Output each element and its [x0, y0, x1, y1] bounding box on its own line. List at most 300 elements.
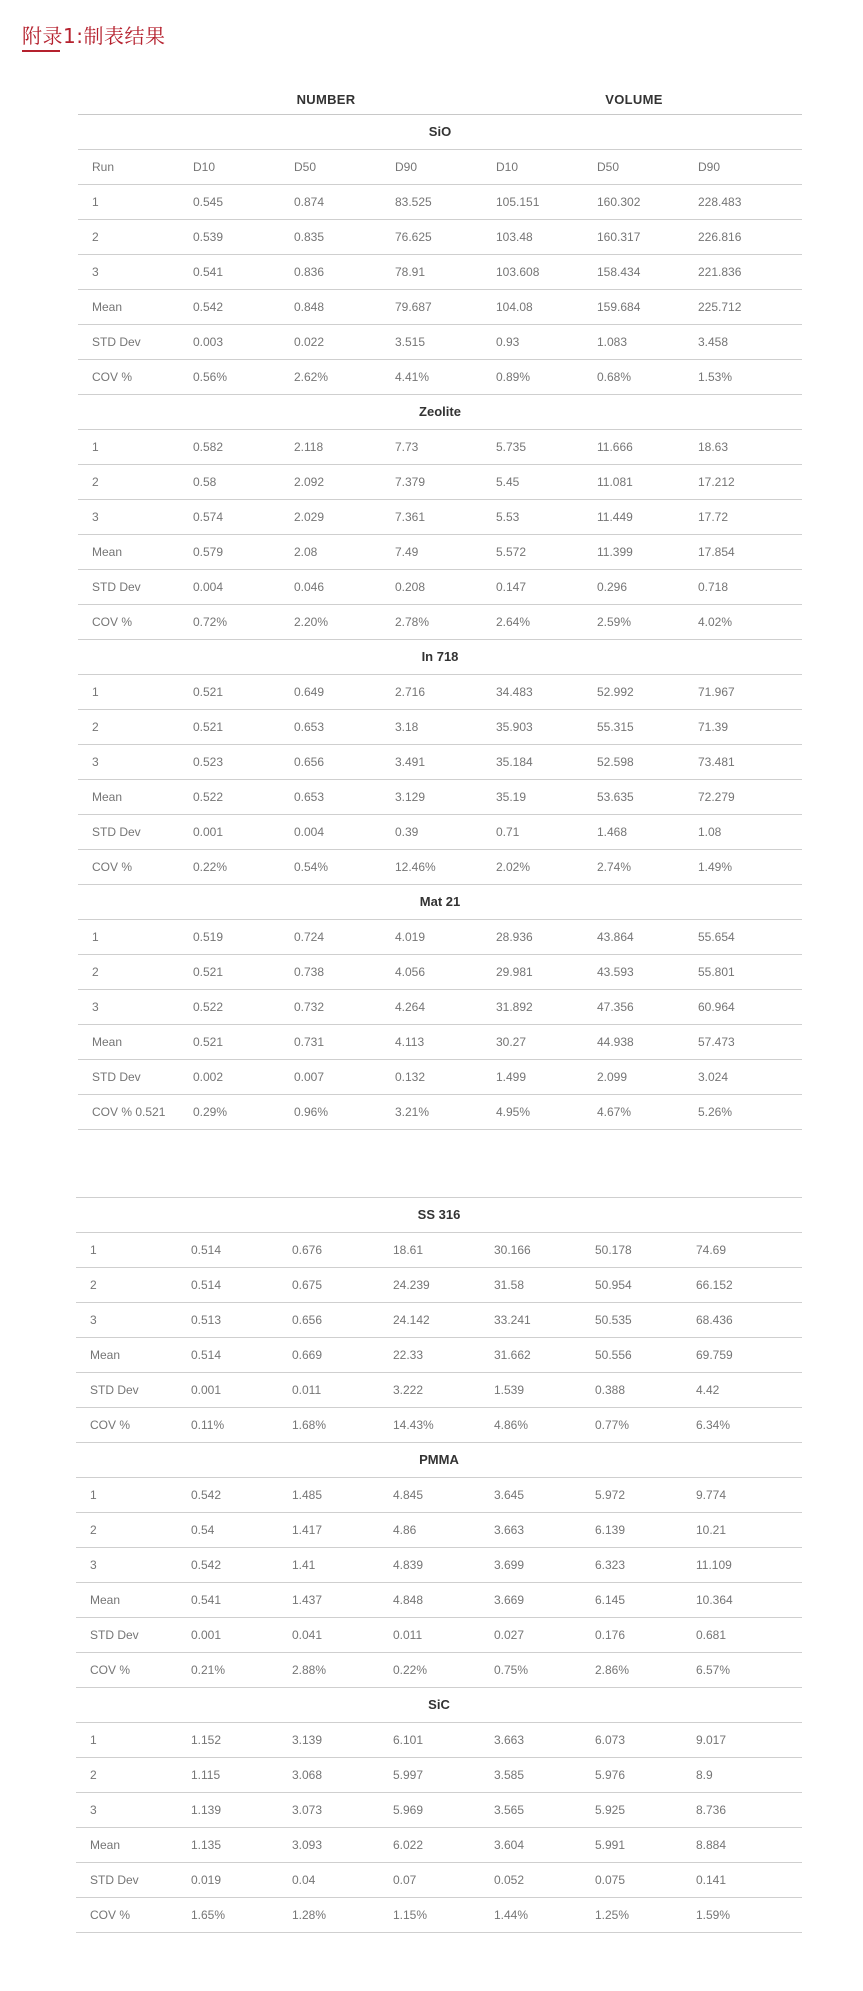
row-label: STD Dev [92, 825, 141, 839]
table-cell: 6.022 [393, 1838, 424, 1852]
table-divider [76, 1166, 802, 1198]
section-title: SiC [428, 1697, 450, 1712]
table-cell: 5.972 [595, 1488, 626, 1502]
row-label: COV % [90, 1908, 131, 1922]
table-row [76, 1233, 802, 1268]
column-header: Run [92, 160, 115, 174]
section-title: Mat 21 [419, 894, 461, 909]
row-label: STD Dev [90, 1873, 139, 1887]
table-cell: 2.092 [294, 475, 325, 489]
table-row [76, 1513, 802, 1548]
table-row [78, 710, 802, 745]
table-row [76, 1303, 802, 1338]
table-cell: 0.542 [191, 1558, 222, 1572]
table-cell: 0.003 [193, 335, 224, 349]
table-cell: 1.468 [597, 825, 628, 839]
results-table-1 [78, 86, 802, 1130]
row-label: 1 [90, 1488, 97, 1502]
table-cell: 1.437 [292, 1593, 323, 1607]
row-label: Mean [92, 300, 123, 314]
group-header-volume: VOLUME [605, 92, 663, 107]
table-cell: 0.522 [193, 790, 224, 804]
table-cell: 30.166 [494, 1243, 531, 1257]
table-cell: 2.62% [294, 370, 329, 384]
table-cell: 221.836 [698, 265, 742, 279]
table-row [78, 360, 802, 395]
table-row [76, 1338, 802, 1373]
table-cell: 0.541 [191, 1593, 222, 1607]
table-cell: 0.669 [292, 1348, 323, 1362]
table-row [76, 1268, 802, 1303]
table-row [78, 430, 802, 465]
table-cell: 5.572 [496, 545, 527, 559]
table-cell: 35.19 [496, 790, 527, 804]
table-cell: 0.539 [193, 230, 224, 244]
table-cell: 0.11% [191, 1418, 225, 1432]
table-cell: 4.113 [395, 1035, 425, 1049]
results-table-2 [76, 1166, 802, 1933]
row-label: STD Dev [92, 335, 141, 349]
table-cell: 6.34% [696, 1418, 731, 1432]
table-cell: 5.735 [496, 440, 527, 454]
table-cell: 0.68% [597, 370, 632, 384]
table-cell: 0.54 [191, 1523, 215, 1537]
table-cell: 0.582 [193, 440, 224, 454]
table-cell: 22.33 [393, 1348, 424, 1362]
table-cell: 0.653 [294, 720, 325, 734]
table-cell: 0.874 [294, 195, 325, 209]
row-label: COV % [90, 1418, 131, 1432]
table-row [78, 570, 802, 605]
table-cell: 11.666 [597, 440, 633, 454]
row-label: Mean [90, 1348, 121, 1362]
table-row [78, 500, 802, 535]
row-label: COV % [90, 1663, 131, 1677]
table-row [78, 780, 802, 815]
row-label: 2 [92, 720, 99, 734]
table-cell: 31.58 [494, 1278, 525, 1292]
table-cell: 104.08 [496, 300, 533, 314]
table-cell: 0.21% [191, 1663, 226, 1677]
table-cell: 2.74% [597, 860, 632, 874]
table-cell: 2.86% [595, 1663, 630, 1677]
table-cell: 0.96% [294, 1105, 329, 1119]
table-cell: 0.513 [191, 1313, 222, 1327]
table-cell: 79.687 [395, 300, 432, 314]
table-cell: 60.964 [698, 1000, 735, 1014]
table-cell: 1.135 [191, 1838, 222, 1852]
table-cell: 24.142 [393, 1313, 430, 1327]
table-cell: 3.222 [393, 1383, 424, 1397]
row-label: Mean [90, 1838, 121, 1852]
table-cell: 6.323 [595, 1558, 626, 1572]
table-cell: 0.022 [294, 335, 325, 349]
table-cell: 0.001 [191, 1383, 222, 1397]
table-cell: 0.93 [496, 335, 520, 349]
column-header: D90 [698, 160, 721, 174]
table-cell: 0.296 [597, 580, 628, 594]
table-cell: 1.152 [191, 1733, 222, 1747]
group-header-number: NUMBER [296, 92, 356, 107]
table-cell: 0.388 [595, 1383, 626, 1397]
table-cell: 0.738 [294, 965, 325, 979]
table-cell: 9.017 [696, 1733, 727, 1747]
row-label: COV % [92, 615, 133, 629]
table-cell: 0.141 [696, 1873, 727, 1887]
table-cell: 3.491 [395, 755, 426, 769]
table-row [76, 1758, 802, 1793]
table-cell: 4.845 [393, 1488, 424, 1502]
table-cell: 0.579 [193, 545, 224, 559]
row-label: 3 [90, 1558, 97, 1572]
section-header-row [78, 115, 802, 150]
table-row [76, 1898, 802, 1933]
table-cell: 3.139 [292, 1733, 323, 1747]
table-cell: 71.39 [698, 720, 729, 734]
table-cell: 11.109 [696, 1558, 732, 1572]
table-row [78, 325, 802, 360]
table-cell: 0.54% [294, 860, 329, 874]
table-cell: 0.522 [193, 1000, 224, 1014]
row-label: 2 [92, 230, 99, 244]
table-cell: 5.925 [595, 1803, 626, 1817]
table-cell: 0.521 [193, 965, 224, 979]
table-cell: 0.04 [292, 1873, 316, 1887]
section-header-row [78, 885, 802, 920]
table-cell: 47.356 [597, 1000, 634, 1014]
table-cell: 0.521 [193, 720, 224, 734]
table-cell: 30.27 [496, 1035, 527, 1049]
table-cell: 3.073 [292, 1803, 323, 1817]
section-header-row [76, 1443, 802, 1478]
table-cell: 1.417 [292, 1523, 323, 1537]
table-cell: 2.099 [597, 1070, 628, 1084]
section-header-row [78, 395, 802, 430]
table-cell: 0.002 [193, 1070, 224, 1084]
table-cell: 0.77% [595, 1418, 630, 1432]
table-cell: 71.967 [698, 685, 735, 699]
table-cell: 0.89% [496, 370, 531, 384]
table-cell: 4.67% [597, 1105, 632, 1119]
table-cell: 0.176 [595, 1628, 626, 1642]
section-title: In 718 [421, 649, 459, 664]
table-cell: 5.45 [496, 475, 520, 489]
table-cell: 0.848 [294, 300, 325, 314]
row-label: 3 [92, 510, 99, 524]
table-cell: 3.585 [494, 1768, 525, 1782]
table-cell: 4.019 [395, 930, 426, 944]
table-cell: 0.541 [193, 265, 224, 279]
column-header: D10 [193, 160, 216, 174]
table-cell: 43.593 [597, 965, 634, 979]
table-row [78, 255, 802, 290]
table-cell: 2.716 [395, 685, 426, 699]
table-cell: 0.56% [193, 370, 228, 384]
table-cell: 2.118 [294, 440, 324, 454]
table-cell: 3.21% [395, 1105, 430, 1119]
table-cell: 6.139 [595, 1523, 626, 1537]
table-cell: 0.052 [494, 1873, 525, 1887]
table-row [76, 1828, 802, 1863]
table-cell: 3.515 [395, 335, 426, 349]
table-cell: 7.49 [395, 545, 419, 559]
table-cell: 6.145 [595, 1593, 626, 1607]
table-cell: 6.57% [696, 1663, 731, 1677]
table-cell: 1.115 [191, 1768, 221, 1782]
table-cell: 0.22% [193, 860, 228, 874]
column-header: D50 [597, 160, 620, 174]
table-cell: 0.653 [294, 790, 325, 804]
table-cell: 57.473 [698, 1035, 735, 1049]
table-cell: 69.759 [696, 1348, 733, 1362]
table-cell: 0.656 [292, 1313, 323, 1327]
table-cell: 0.731 [294, 1035, 325, 1049]
table-row [78, 605, 802, 640]
table-cell: 12.46% [395, 860, 436, 874]
table-cell: 103.48 [496, 230, 533, 244]
table-cell: 1.25% [595, 1908, 630, 1922]
table-cell: 0.58 [193, 475, 217, 489]
table-cell: 0.542 [193, 300, 224, 314]
table-cell: 1.499 [496, 1070, 527, 1084]
table-cell: 1.539 [494, 1383, 525, 1397]
row-label: Mean [90, 1593, 121, 1607]
table-cell: 52.598 [597, 755, 634, 769]
table-cell: 7.361 [395, 510, 426, 524]
table-cell: 0.523 [193, 755, 224, 769]
table-cell: 5.26% [698, 1105, 733, 1119]
table-cell: 0.75% [494, 1663, 529, 1677]
table-cell: 0.001 [193, 825, 224, 839]
table-cell: 31.892 [496, 1000, 533, 1014]
row-label: Mean [92, 545, 123, 559]
table-cell: 43.864 [597, 930, 634, 944]
table-cell: 31.662 [494, 1348, 531, 1362]
table-cell: 226.816 [698, 230, 742, 244]
section-header-row [76, 1688, 802, 1723]
table-cell: 1.53% [698, 370, 733, 384]
table-cell: 1.41 [292, 1558, 316, 1572]
row-label: 3 [90, 1803, 97, 1817]
table-cell: 7.73 [395, 440, 419, 454]
table-cell: 1.08 [698, 825, 722, 839]
table-cell: 160.302 [597, 195, 641, 209]
table-cell: 3.565 [494, 1803, 525, 1817]
table-cell: 11.449 [597, 510, 633, 524]
table-cell: 0.147 [496, 580, 527, 594]
table-cell: 14.43% [393, 1418, 434, 1432]
table-cell: 74.69 [696, 1243, 727, 1257]
table-cell: 4.42 [696, 1383, 720, 1397]
table-cell: 11.081 [597, 475, 633, 489]
row-label: 2 [92, 965, 99, 979]
row-label: 1 [92, 685, 99, 699]
table-cell: 73.481 [698, 755, 735, 769]
table-cell: 4.848 [393, 1593, 424, 1607]
table-cell: 0.007 [294, 1070, 325, 1084]
table-cell: 158.434 [597, 265, 641, 279]
table-cell: 0.019 [191, 1873, 222, 1887]
table-row [76, 1863, 802, 1898]
table-cell: 4.86 [393, 1523, 417, 1537]
table-cell: 11.399 [597, 545, 633, 559]
table-cell: 33.241 [494, 1313, 531, 1327]
table-cell: 55.315 [597, 720, 634, 734]
row-label: 2 [90, 1278, 97, 1292]
section-title: SiO [428, 124, 452, 139]
table-row [76, 1653, 802, 1688]
table-cell: 24.239 [393, 1278, 430, 1292]
table-cell: 76.625 [395, 230, 432, 244]
table-cell: 0.004 [193, 580, 224, 594]
table-cell: 4.41% [395, 370, 430, 384]
row-label: STD Dev [92, 1070, 141, 1084]
table-cell: 55.654 [698, 930, 735, 944]
table-row [76, 1408, 802, 1443]
table-cell: 0.514 [191, 1278, 222, 1292]
table-cell: 3.129 [395, 790, 426, 804]
table-cell: 1.15% [393, 1908, 428, 1922]
table-cell: 17.854 [698, 545, 735, 559]
table-cell: 3.604 [494, 1838, 525, 1852]
table-cell: 2.08 [294, 545, 318, 559]
row-label: 2 [92, 475, 99, 489]
table-cell: 1.139 [191, 1803, 222, 1817]
table-cell: 53.635 [597, 790, 634, 804]
table-row [76, 1723, 802, 1758]
row-label: 3 [92, 265, 99, 279]
table-cell: 0.836 [294, 265, 325, 279]
column-header: D10 [496, 160, 519, 174]
table-cell: 0.041 [292, 1628, 323, 1642]
table-cell: 78.91 [395, 265, 426, 279]
table-row [78, 1060, 802, 1095]
table-cell: 3.068 [292, 1768, 323, 1782]
table-cell: 0.514 [191, 1348, 222, 1362]
table-row [76, 1478, 802, 1513]
table-cell: 50.178 [595, 1243, 632, 1257]
table-cell: 3.669 [494, 1593, 525, 1607]
table-cell: 3.18 [395, 720, 419, 734]
table-cell: 34.483 [496, 685, 533, 699]
table-cell: 35.903 [496, 720, 533, 734]
table-cell: 52.992 [597, 685, 634, 699]
table-cell: 4.86% [494, 1418, 529, 1432]
row-label: 1 [92, 440, 99, 454]
row-label: STD Dev [92, 580, 141, 594]
table-cell: 0.132 [395, 1070, 426, 1084]
table-cell: 0.004 [294, 825, 325, 839]
table-row [78, 1095, 802, 1130]
table-cell: 44.938 [597, 1035, 634, 1049]
table-cell: 225.712 [698, 300, 742, 314]
table-row [78, 1025, 802, 1060]
title-underline [22, 50, 60, 52]
table-cell: 17.72 [698, 510, 729, 524]
table-cell: 3.663 [494, 1733, 525, 1747]
table-cell: 1.65% [191, 1908, 226, 1922]
table-row [76, 1583, 802, 1618]
table-cell: 2.59% [597, 615, 632, 629]
table-cell: 2.029 [294, 510, 325, 524]
table-cell: 29.981 [496, 965, 533, 979]
table-cell: 2.78% [395, 615, 430, 629]
row-label: 1 [92, 930, 99, 944]
table-cell: 0.675 [292, 1278, 323, 1292]
row-label: 2 [90, 1768, 97, 1782]
table-row [76, 1373, 802, 1408]
table-cell: 0.027 [494, 1628, 525, 1642]
column-header-row [78, 150, 802, 185]
row-label: Mean [92, 790, 123, 804]
group-header-row [78, 86, 802, 115]
table-cell: 0.521 [193, 685, 224, 699]
table-cell: 5.991 [595, 1838, 626, 1852]
section-header-row [78, 640, 802, 675]
table-cell: 0.681 [696, 1628, 727, 1642]
table-cell: 5.969 [393, 1803, 424, 1817]
column-header: D50 [294, 160, 317, 174]
table-cell: 3.699 [494, 1558, 525, 1572]
table-cell: 35.184 [496, 755, 533, 769]
row-label: COV % [92, 370, 133, 384]
table-cell: 2.88% [292, 1663, 327, 1677]
table-cell: 5.997 [393, 1768, 424, 1782]
table-cell: 0.514 [191, 1243, 222, 1257]
table-cell: 0.011 [393, 1628, 423, 1642]
table-row [78, 745, 802, 780]
table-cell: 18.61 [393, 1243, 424, 1257]
row-label: 2 [90, 1523, 97, 1537]
table-cell: 68.436 [696, 1313, 733, 1327]
table-cell: 0.22% [393, 1663, 428, 1677]
table-cell: 105.151 [496, 195, 540, 209]
table-cell: 3.093 [292, 1838, 323, 1852]
table-cell: 0.71 [496, 825, 520, 839]
row-label: 3 [92, 1000, 99, 1014]
row-label: Mean [92, 1035, 123, 1049]
row-label: COV % 0.521 [92, 1105, 166, 1119]
row-label: COV % [92, 860, 133, 874]
table-cell: 8.9 [696, 1768, 713, 1782]
table-cell: 83.525 [395, 195, 432, 209]
section-title: Zeolite [419, 404, 461, 419]
table-cell: 0.732 [294, 1000, 325, 1014]
table-cell: 160.317 [597, 230, 641, 244]
column-header: D90 [395, 160, 418, 174]
table-cell: 3.024 [698, 1070, 729, 1084]
table-cell: 5.976 [595, 1768, 626, 1782]
row-label: STD Dev [90, 1383, 139, 1397]
table-cell: 3.458 [698, 335, 729, 349]
table-cell: 66.152 [696, 1278, 733, 1292]
table-cell: 1.49% [698, 860, 733, 874]
table-row [78, 185, 802, 220]
table-cell: 0.574 [193, 510, 224, 524]
table-cell: 0.001 [191, 1628, 222, 1642]
table-cell: 9.774 [696, 1488, 727, 1502]
table-cell: 1.083 [597, 335, 628, 349]
table-cell: 159.684 [597, 300, 641, 314]
table-cell: 0.72% [193, 615, 228, 629]
row-label: 1 [92, 195, 99, 209]
table-cell: 0.649 [294, 685, 325, 699]
table-cell: 2.02% [496, 860, 531, 874]
table-cell: 0.07 [393, 1873, 417, 1887]
table-cell: 0.208 [395, 580, 426, 594]
table-cell: 4.264 [395, 1000, 426, 1014]
table-row [78, 465, 802, 500]
